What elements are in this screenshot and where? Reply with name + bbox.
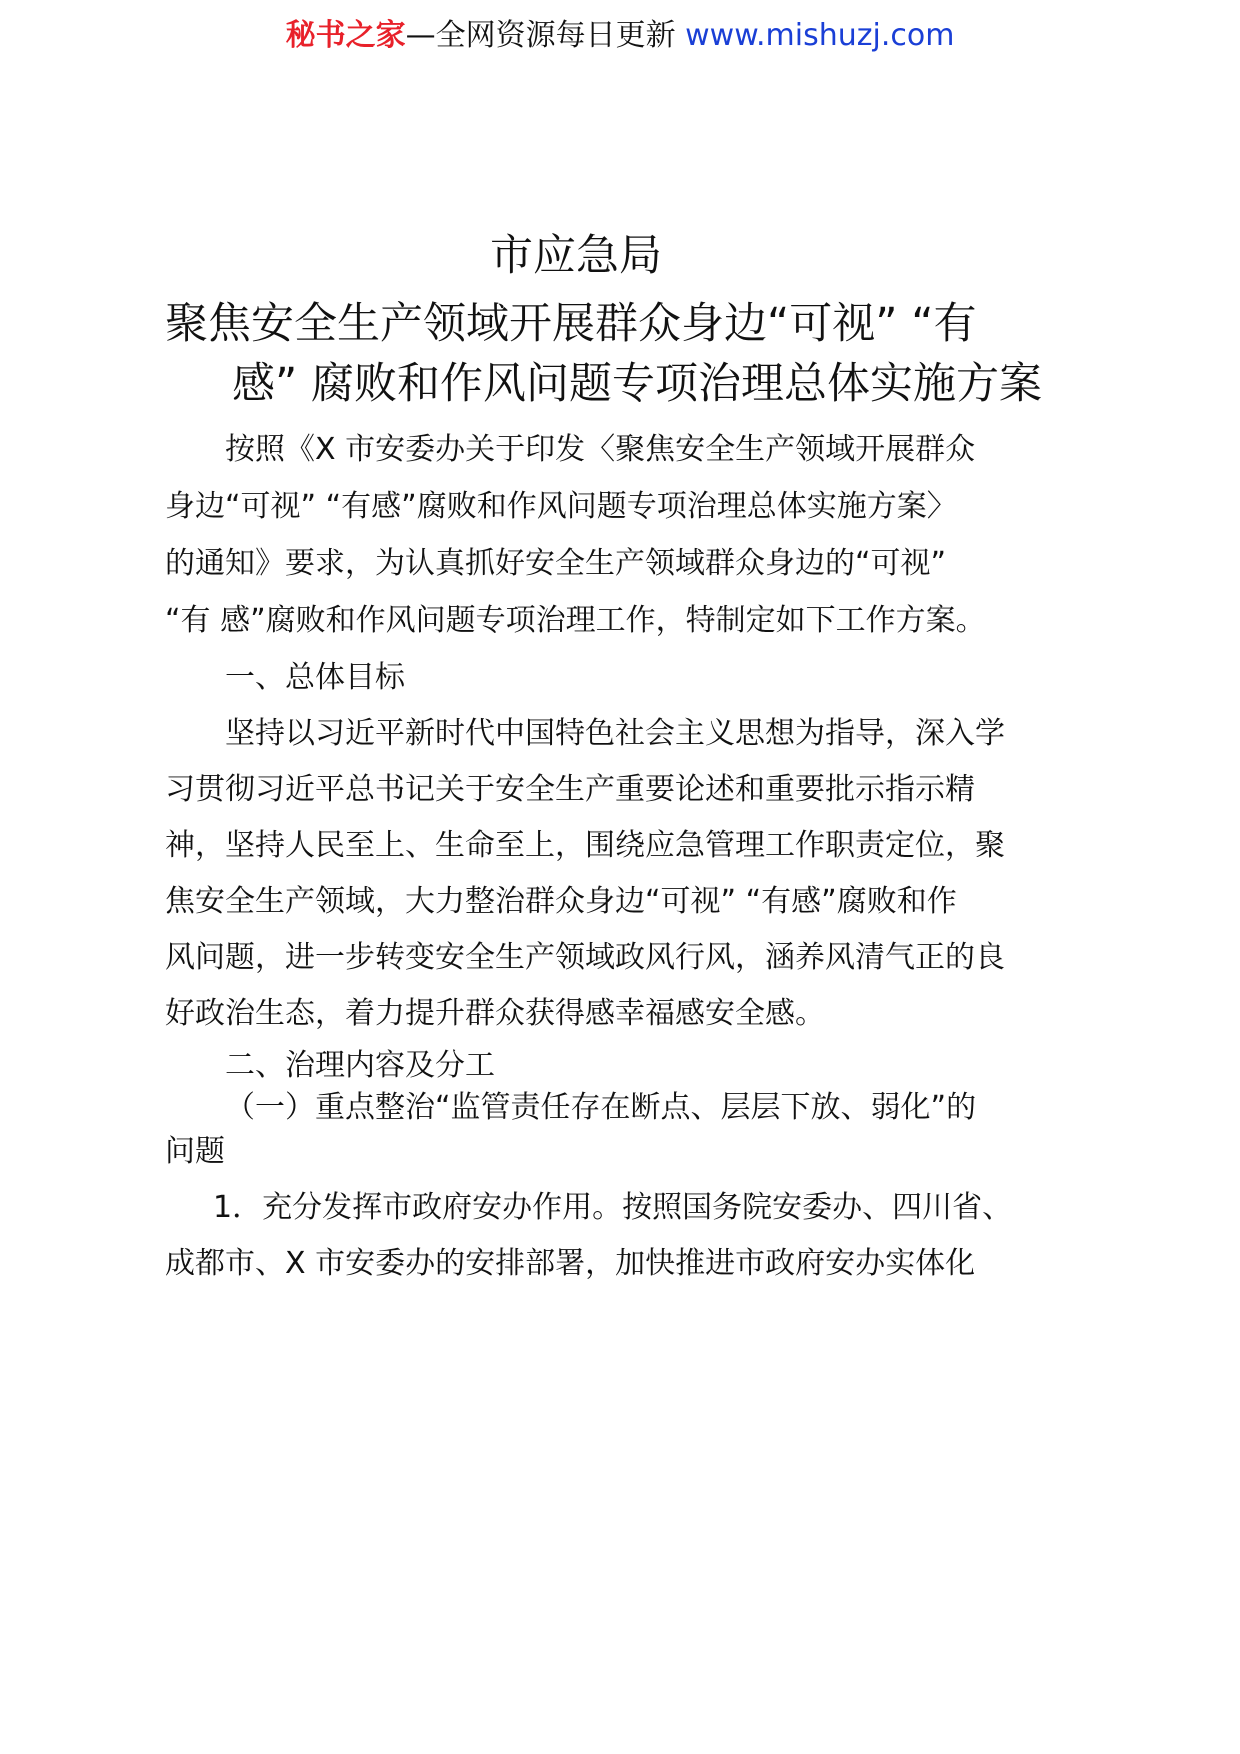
- body-line: “有 感”腐败和作风问题专项治理工作，特制定如下工作方案。: [165, 603, 986, 638]
- body-line: 好政治生态，着力提升群众获得感幸福感安全感。: [165, 996, 825, 1031]
- doc-title-line-1: 市应急局: [490, 231, 662, 281]
- section-heading-2: 二、治理内容及分工: [225, 1048, 495, 1083]
- body-line: 风问题，进一步转变安全生产领域政风行风，涵养风清气正的良: [165, 940, 1005, 975]
- body-line: 坚持以习近平新时代中国特色社会主义思想为指导，深入学: [225, 716, 1005, 751]
- subsection-heading: （一）重点整治“监管责任存在断点、层层下放、弱化”的: [225, 1090, 977, 1125]
- doc-title-line-3: 感” 腐败和作风问题专项治理总体实施方案: [232, 359, 1042, 409]
- body-line: 成都市、X 市安委办的安排部署，加快推进市政府安办实体化: [165, 1246, 976, 1281]
- site-url-link[interactable]: www.mishuzj.com: [685, 18, 955, 53]
- header-tagline: —全网资源每日更新: [405, 18, 686, 53]
- site-header: [0, 14, 1240, 58]
- body-line: 按照《X 市安委办关于印发〈聚焦安全生产领域开展群众: [225, 432, 976, 467]
- body-line: 的通知》要求，为认真抓好安全生产领域群众身边的“可视”: [165, 546, 947, 581]
- section-heading-1: 一、总体目标: [225, 660, 405, 695]
- body-line: 1．充分发挥市政府安办作用。按照国务院安委办、四川省、: [213, 1190, 1013, 1225]
- body-line: 焦安全生产领域，大力整治群众身边“可视” “有感”腐败和作: [165, 884, 957, 919]
- site-brand: 秘书之家: [285, 18, 406, 53]
- body-line: 问题: [165, 1134, 225, 1169]
- body-line: 神，坚持人民至上、生命至上，围绕应急管理工作职责定位，聚: [165, 828, 1005, 863]
- body-line: 身边“可视” “有感”腐败和作风问题专项治理总体实施方案〉: [165, 489, 957, 524]
- body-line: 习贯彻习近平总书记关于安全生产重要论述和重要批示指示精: [165, 772, 975, 807]
- doc-title-line-2: 聚焦安全生产领域开展群众身边“可视” “有: [165, 299, 977, 349]
